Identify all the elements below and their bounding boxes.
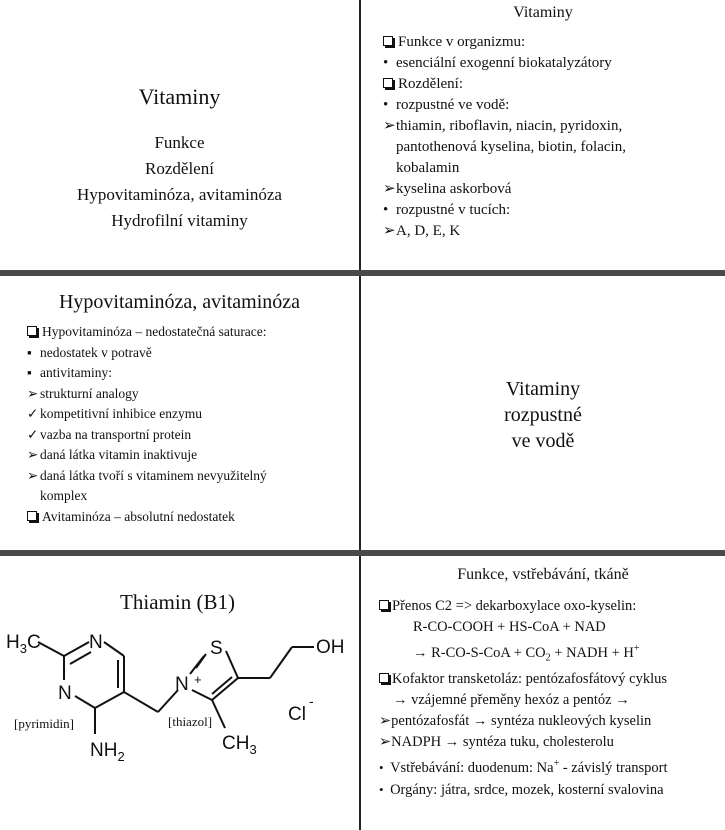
slide6-text: Orgány: játra, srdce, mozek, kosterní svalovina bbox=[390, 781, 664, 798]
list-item bbox=[27, 425, 317, 446]
list-item-text: Avitaminóza – absolutní nedostatek bbox=[42, 508, 235, 524]
list-item bbox=[27, 343, 317, 364]
slide6-line: R-CO-COOH + HS-CoA + NAD bbox=[413, 619, 606, 635]
list-item bbox=[27, 384, 317, 405]
list-item bbox=[383, 95, 683, 116]
slide1-item: Hypovitaminóza, avitaminóza bbox=[77, 185, 282, 204]
check-bullet-icon: ✓ bbox=[27, 426, 39, 442]
slide6-superscript: + bbox=[553, 757, 560, 769]
slide1-title: Vitaminy bbox=[138, 84, 221, 109]
slide-hypovitaminoza bbox=[0, 276, 359, 550]
list-item bbox=[27, 445, 317, 466]
list-item-text: kyselina askorbová bbox=[396, 181, 512, 197]
list-item-text: Hypovitaminóza – nedostatečná saturace: bbox=[42, 324, 267, 339]
list-item-text: A, D, E, K bbox=[396, 223, 461, 239]
list-item-text: Funkce v organizmu: bbox=[398, 34, 526, 50]
slide6-text: → R-CO-S-CoA + CO bbox=[413, 644, 546, 661]
slide6-subscript: 2 bbox=[545, 652, 551, 664]
ring-labels bbox=[14, 714, 212, 731]
dot-bullet-icon: • bbox=[383, 97, 389, 113]
arrow-bullet-icon: ➢ bbox=[27, 467, 39, 483]
slide-vitaminy-intro bbox=[0, 0, 359, 270]
slide6-line bbox=[379, 711, 725, 732]
square-bullet-icon bbox=[379, 673, 389, 683]
slide1-items bbox=[0, 130, 359, 234]
list-item-text: nedostatek v potravě bbox=[40, 344, 152, 360]
slide-thiamin-structure bbox=[0, 556, 359, 830]
slide4-line: rozpustné bbox=[504, 404, 582, 426]
list-item bbox=[27, 507, 317, 528]
oh-label: OH bbox=[316, 637, 345, 658]
square-bullet-icon bbox=[27, 507, 40, 528]
slide4-text bbox=[361, 376, 725, 454]
h3c-label: $H_3C$ bbox=[6, 632, 41, 656]
thiazol-label: [thiazol] bbox=[168, 714, 213, 729]
slide6-content bbox=[379, 596, 725, 801]
slide6-line: → vzájemné přeměny hexóz a pentóz → bbox=[393, 691, 630, 708]
slide6-text: Vstřebávání: duodenum: Na bbox=[390, 759, 554, 776]
dot-bullet-icon: • bbox=[379, 781, 391, 797]
slide4-line: ve vodě bbox=[511, 430, 575, 452]
chloride-label: Cl bbox=[288, 704, 306, 725]
slide6-line bbox=[379, 638, 725, 669]
slide2-list bbox=[383, 32, 683, 242]
slide2-title: Vitaminy bbox=[513, 4, 573, 21]
list-item bbox=[383, 116, 683, 179]
ch3-label: $CH_3$ bbox=[222, 733, 257, 757]
slide6-text: pentózafosfát → syntéza nukleových kyselin bbox=[391, 712, 652, 729]
n-atom-label: N bbox=[89, 632, 103, 653]
slide3-title: Hypovitaminóza, avitaminóza bbox=[58, 291, 301, 313]
nh2-label: $NH_2$ bbox=[90, 740, 125, 764]
slide6-line bbox=[379, 732, 725, 753]
square-bullet-icon bbox=[27, 322, 40, 343]
s-atom-label: S bbox=[210, 638, 223, 659]
arrow-bullet-icon: ➢ bbox=[27, 447, 39, 462]
arrow-bullet-icon: ➢ bbox=[379, 733, 392, 750]
minus-charge-label: - bbox=[309, 693, 314, 709]
dot-bullet-icon: • bbox=[383, 202, 389, 218]
square-bullet-icon bbox=[383, 32, 396, 53]
list-item bbox=[27, 466, 317, 507]
list-item-text: antivitaminy: bbox=[40, 365, 112, 380]
list-item bbox=[383, 74, 683, 95]
small-square-bullet-icon: ▪ bbox=[27, 365, 32, 380]
pyrimidin-label: [pyrimidin] bbox=[14, 716, 74, 731]
slide6-superscript: + bbox=[633, 643, 640, 654]
list-item bbox=[383, 221, 683, 242]
n-atom-label: N bbox=[175, 674, 189, 695]
list-item bbox=[27, 404, 317, 425]
list-item-text: thiamin, riboflavin, niacin, pyridoxin, pantothenová kyselina, biotin, folacin, kobalamin bbox=[396, 118, 626, 176]
list-item-text: Rozdělení: bbox=[398, 76, 463, 92]
slide3-list bbox=[27, 322, 317, 527]
check-bullet-icon: ✓ bbox=[27, 406, 39, 421]
arrow-bullet-icon: ➢ bbox=[383, 118, 396, 134]
list-item-text: daná látka tvoří s vitaminem nevyužitelný komplex bbox=[40, 467, 267, 503]
list-item-text: kompetitivní inhibice enzymu bbox=[40, 406, 202, 421]
list-item bbox=[383, 200, 683, 221]
slide6-text: Kofaktor transketoláz: pentózafosfátový cyklus bbox=[392, 670, 668, 687]
arrow-bullet-icon: ➢ bbox=[27, 385, 39, 401]
list-item-text: esenciální exogenní biokatalyzátory bbox=[396, 55, 612, 71]
list-item bbox=[383, 32, 683, 53]
list-item bbox=[383, 53, 683, 74]
n-atom-label: N bbox=[58, 683, 72, 704]
slide6-line bbox=[379, 779, 725, 801]
list-item-text: daná látka vitamin inaktivuje bbox=[40, 447, 198, 462]
slide6-title: Funkce, vstřebávání, tkáně bbox=[457, 566, 629, 583]
slide4-line: Vitaminy bbox=[505, 378, 581, 400]
dot-bullet-icon: • bbox=[383, 55, 389, 71]
square-bullet-icon bbox=[379, 600, 389, 610]
list-item bbox=[27, 363, 317, 384]
thiamin-structure-diagram bbox=[0, 556, 359, 830]
slide1-item: Rozdělení bbox=[145, 159, 214, 178]
dot-bullet-icon: • bbox=[379, 759, 391, 775]
list-item-text: rozpustné ve vodě: bbox=[396, 97, 510, 113]
slide5-title: Thiamin (B1) bbox=[120, 590, 235, 614]
slide6-line bbox=[379, 669, 725, 690]
slide6-line bbox=[379, 753, 725, 779]
slide6-text: Přenos C2 => dekarboxylace oxo-kyselin: bbox=[392, 598, 637, 614]
list-item-text: rozpustné v tucích: bbox=[396, 202, 511, 218]
arrow-bullet-icon: ➢ bbox=[383, 223, 396, 239]
slide-vitaminy-rozdeleni bbox=[361, 0, 725, 270]
list-item bbox=[383, 179, 683, 200]
slide6-text: NADPH → syntéza tuku, cholesterolu bbox=[391, 733, 614, 750]
slide-funkce-vstrebavani bbox=[361, 556, 725, 830]
arrow-bullet-icon: ➢ bbox=[383, 181, 396, 197]
slide6-line bbox=[379, 596, 725, 617]
slide1-item: Hydrofilní vitaminy bbox=[111, 211, 248, 230]
arrow-bullet-icon: ➢ bbox=[379, 712, 392, 729]
small-square-bullet-icon: ▪ bbox=[27, 344, 32, 360]
list-item bbox=[27, 322, 317, 343]
slide1-item: Funkce bbox=[154, 133, 205, 152]
plus-charge-label: + bbox=[194, 672, 202, 687]
list-item-text: vazba na transportní protein bbox=[40, 426, 192, 442]
list-item-text: strukturní analogy bbox=[40, 385, 139, 401]
slide6-text: + NADH + H bbox=[550, 644, 634, 661]
slide-vitaminy-rozpustne bbox=[361, 276, 725, 550]
square-bullet-icon bbox=[383, 74, 396, 95]
slide6-text: - závislý transport bbox=[559, 759, 668, 776]
